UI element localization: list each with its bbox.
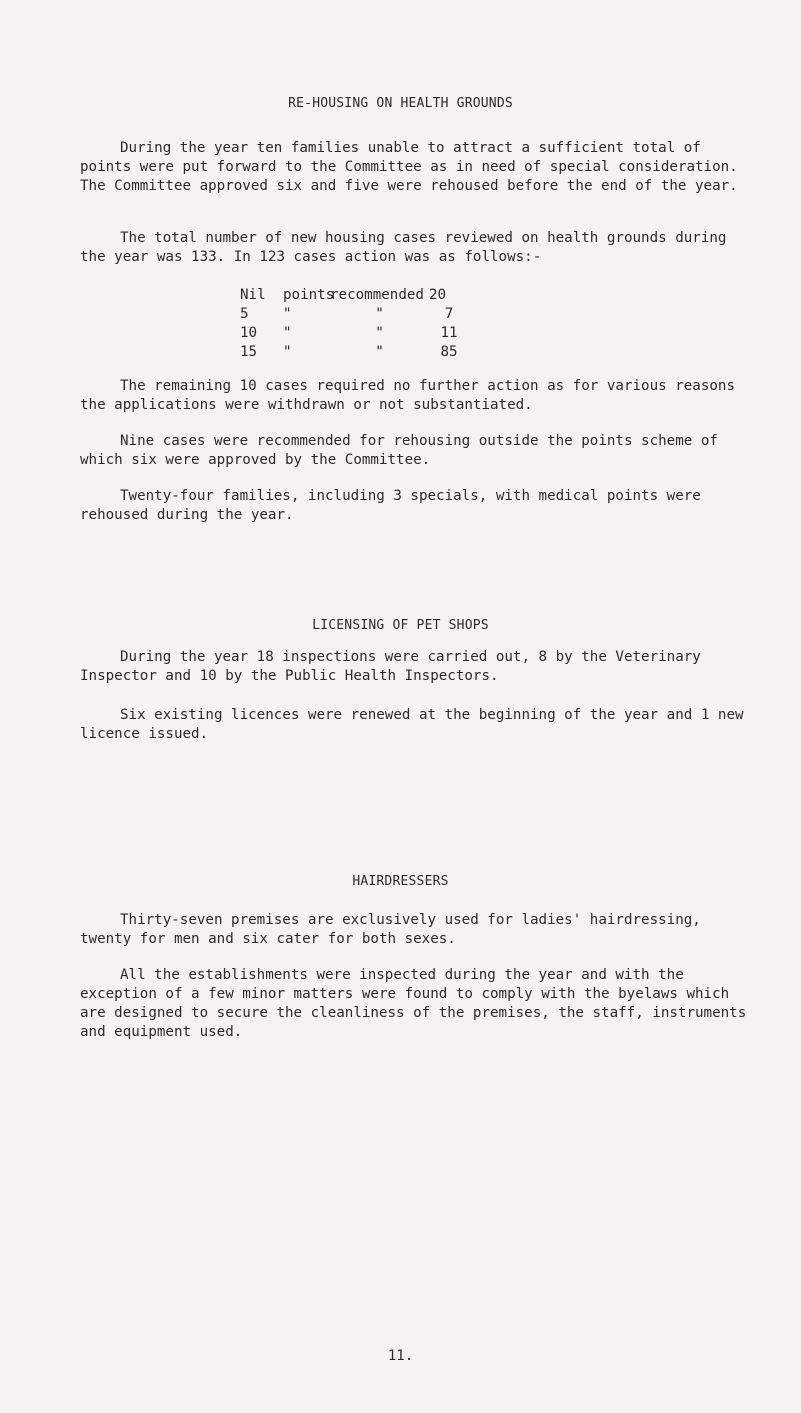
table-row: 10 " " 11 bbox=[240, 325, 458, 341]
rehousing-paragraph-4: Nine cases were recommended for rehousing outside the points scheme of which six were approved by the Committee. bbox=[80, 433, 718, 468]
rehousing-paragraph-3: The remaining 10 cases required no further action as for various reasons the applications were withdrawn or not substantiated. bbox=[80, 378, 735, 413]
points-table bbox=[240, 286, 469, 362]
table-row: Nil points recommended 20 bbox=[240, 287, 447, 303]
rehousing-paragraph-2: The total number of new housing cases reviewed on health grounds during the year was 133. In 123 cases action was as follows:- bbox=[80, 230, 727, 265]
pet-shops-paragraph-2: Six existing licences were renewed at the beginning of the year and 1 new licence issued. bbox=[80, 707, 744, 742]
hairdressers-heading: HAIRDRESSERS bbox=[352, 874, 449, 889]
hairdressers-paragraph-1: Thirty-seven premises are exclusively used for ladies' hairdressing, twenty for men and six cater for both sexes. bbox=[80, 912, 701, 947]
rehousing-paragraph-1: During the year ten families unable to attract a sufficient total of points were put forward to the Committee as in need of special consideration. The Committee approved six and five were rehoused before the end of the year. bbox=[80, 140, 738, 194]
rehousing-heading: RE-HOUSING ON HEALTH GROUNDS bbox=[288, 96, 513, 111]
rehousing-paragraph-5: Twenty-four families, including 3 specials, with medical points were rehoused during the year. bbox=[80, 488, 701, 523]
hairdressers-paragraph-2: All the establishments were inspected during the year and with the exception of a few minor matters were found to comply with the byelaws which are designed to secure the cleanliness of the premises, the staff, instruments and equipment used. bbox=[80, 967, 747, 1040]
pet-shops-paragraph-1: During the year 18 inspections were carried out, 8 by the Veterinary Inspector and 10 by the Public Health Inspectors. bbox=[80, 649, 701, 684]
table-row: 15 " " 85 bbox=[240, 344, 458, 360]
table-row: 5 " " 7 bbox=[240, 306, 454, 322]
page-number: 11. bbox=[387, 1348, 414, 1364]
pet-shops-heading: LICENSING OF PET SHOPS bbox=[312, 618, 489, 633]
